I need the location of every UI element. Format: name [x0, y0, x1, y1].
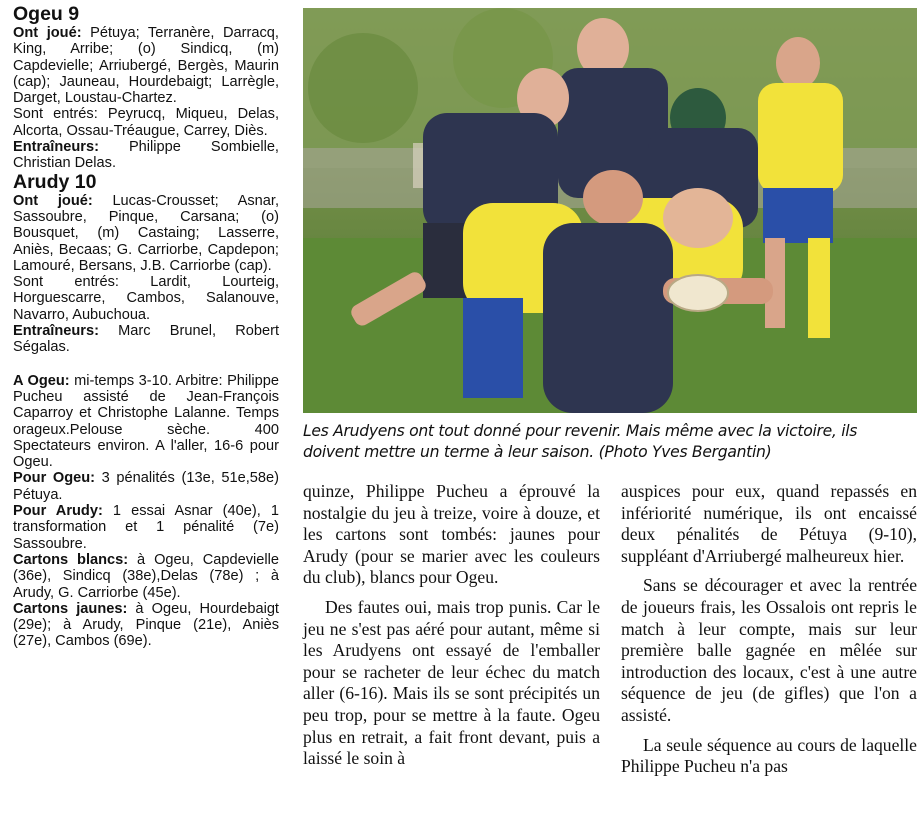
paragraph-gap — [621, 727, 917, 735]
scoring-ogeu-text: 3 pénalités (13e, 51e,58e) Pétuya. — [13, 470, 279, 503]
arudy-coaches-text: Marc Brunel, Robert Ségalas. — [13, 323, 279, 356]
article-paragraph: quinze, Philippe Pucheu a éprouvé la nostalgie du jeu à treize, voire à douze, et les cartons sont tombés: jaunes pour Arudy (pour se marier avec les couleurs du club), blancs pour Ogeu. — [303, 481, 600, 588]
yellow-cards-label: Cartons jaunes: — [13, 600, 128, 617]
paragraph-gap — [621, 567, 917, 575]
article-paragraph: Des fautes oui, mais trop punis. Car le jeu ne s'est pas aéré pour autant, même si les Arudyens ont essayé de l'emballer pour se racheter de leur échec du match aller (6-16). Mais ils se sont précipités un peu trop, pour se mettre à la faute. Ogeu plus en retrait, a fait front devant, puis a laissé le soin à — [303, 596, 600, 769]
article-paragraph: Sans se décourager et avec la rentrée de joueurs frais, les Ossalois ont repris le match à leur compte, mais sur leur première balle gagnée en mêlée sur introduction des locaux, c'est à une autre séquence de jeu (de gifles) que l'on a assisté. — [621, 575, 917, 725]
team-sheet-column — [13, 4, 279, 650]
scoring-arudy — [13, 503, 279, 552]
ogeu-lineup — [13, 25, 279, 106]
scoring-ogeu-label: Pour Ogeu: — [13, 470, 96, 487]
white-cards-text: à Ogeu, Capdevielle (36e), Sindicq (38e),Delas (78e) ; à Arudy, G. Carriorbe (45e). — [13, 551, 279, 601]
ogeu-coaches — [13, 139, 279, 172]
article-column-1 — [303, 481, 600, 770]
match-info-label: A Ogeu: — [13, 372, 70, 389]
arudy-lineup — [13, 193, 279, 274]
ogeu-lineup-text: Pétuya; Terranère, Darracq, King, Arribe; (o) Sindicq, (m) Capdevielle; Arriubergé, Bergès, Maurin (cap); Jauneau, Hourdebaigt; Larrègle, Darget, Loustau-Chartez. — [13, 25, 279, 107]
scoring-ogeu — [13, 470, 279, 503]
entraineurs-label: Entraîneurs: — [13, 323, 99, 340]
arudy-coaches — [13, 323, 279, 356]
section-spacer — [13, 356, 279, 373]
team-title-arudy: Arudy 10 — [13, 170, 97, 193]
white-cards-label: Cartons blancs: — [13, 551, 129, 568]
rugby-photo — [303, 8, 917, 413]
yellow-cards — [13, 601, 279, 650]
article-paragraph: auspices pour eux, quand repassés en infériorité numérique, ils ont encaissé deux pénalités de Pétuya (9-10), suppléant d'Arriubergé malheureux hier. — [621, 481, 917, 566]
match-info — [13, 373, 279, 471]
ont-joue-label: Ont joué: — [13, 192, 93, 209]
rugby-tackle-illustration — [303, 8, 917, 413]
ogeu-coaches-text: Philippe Sombielle, Christian Delas. — [13, 139, 279, 172]
scoring-arudy-text: 1 essai Asnar (40e), 1 transformation et 1 pénalité (7e) Sassoubre. — [13, 503, 279, 552]
article-column-2 — [621, 481, 917, 778]
photo-caption: Les Arudyens ont tout donné pour revenir. Mais même avec la victoire, ils doivent mettre un terme à leur saison. (Photo Yves Bergantin) — [303, 422, 858, 461]
match-info-text: mi-temps 3-10. Arbitre: Philippe Pucheu assisté de Jean-François Caparroy et Christophe Lalanne. Temps orageux.Pelouse sèche. 400 Spectateurs environ. A l'aller, 16-6 pour Ogeu. — [13, 372, 279, 471]
article-paragraph: La seule séquence au cours de laquelle Philippe Pucheu n'a pas — [621, 734, 917, 777]
entraineurs-label: Entraîneurs: — [13, 139, 99, 156]
white-cards — [13, 552, 279, 601]
arudy-lineup-text: Lucas-Crousset; Asnar, Sassoubre, Pinque, Carsana; (o) Bousquet, (m) Castaing; Lasserre, Aniès, Becaas; G. Carriorbe, Capdepon; Lamouré, Bersans, J.B. Carriorbe (cap). — [13, 192, 279, 274]
ont-joue-label: Ont joué: — [13, 25, 82, 41]
paragraph-gap — [303, 589, 600, 597]
scoring-arudy-label: Pour Arudy: — [13, 503, 103, 520]
yellow-cards-text: à Ogeu, Hourdebaigt (29e); à Arudy, Pinque (21e), Aniès (27e), Cambos (69e). — [13, 600, 279, 650]
arudy-substitutes: Sont entrés: Lardit, Lourteig, Horguescarre, Cambos, Salanouve, Navarro, Aubuchoua. — [13, 274, 279, 323]
team-title-ogeu: Ogeu 9 — [13, 3, 80, 25]
ogeu-substitutes: Sont entrés: Peyrucq, Miqueu, Delas, Alcorta, Ossau-Tréaugue, Carrey, Diès. — [13, 106, 279, 139]
